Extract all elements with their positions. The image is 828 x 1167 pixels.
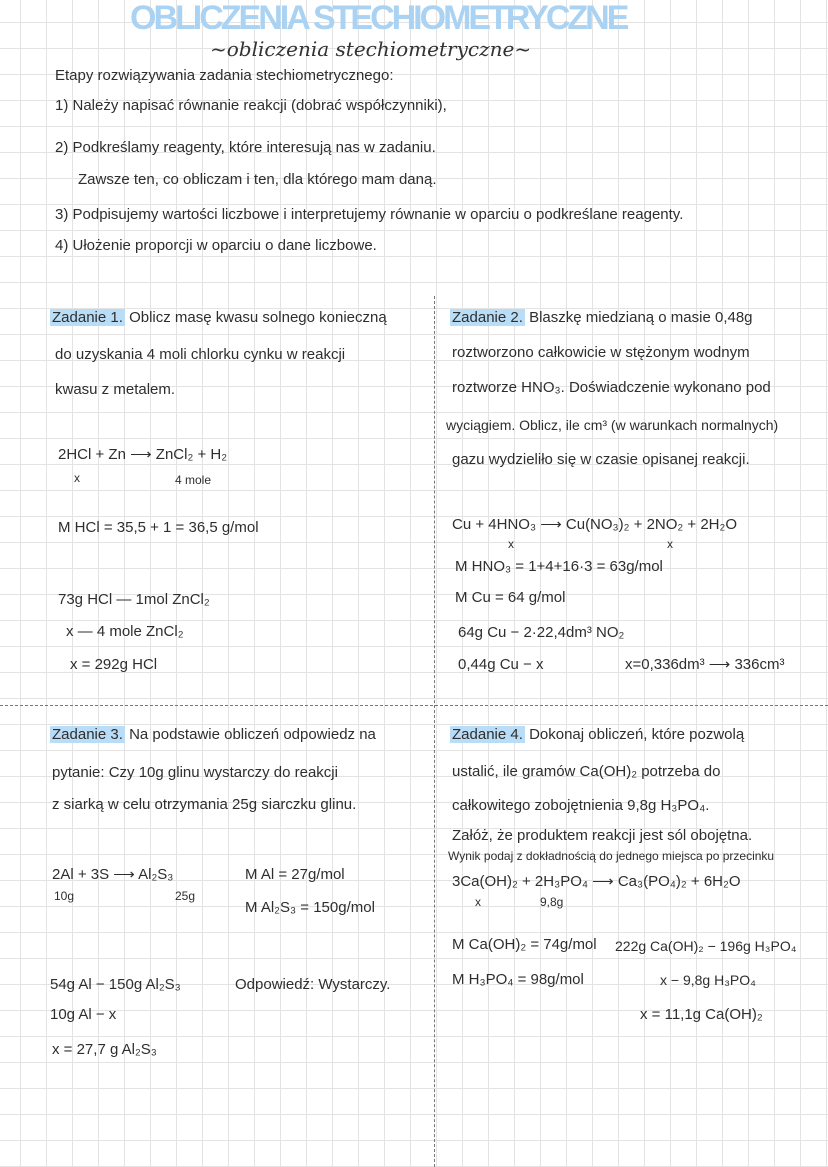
task-4-proportion: x − 9,8g H₃PO₄: [660, 972, 756, 988]
task-4-molar-mass: M Ca(OH)₂ = 74g/mol: [452, 936, 597, 953]
task-1-result: x = 292g HCl: [70, 656, 158, 673]
intro-step-1: 1) Należy napisać równanie reakcji (dobrać współczynniki),: [55, 97, 447, 114]
task-1-text: kwasu z metalem.: [55, 381, 176, 398]
task-2-molar-mass: M HNO₃ = 1+4+16·3 = 63g/mol: [455, 558, 663, 575]
task-2-result: x=0,336dm³ ⟶ 336cm³: [625, 656, 785, 673]
task-4-text: Dokonaj obliczeń, które pozwolą: [529, 726, 745, 743]
task-1-text: Oblicz masę kwasu solnego konieczną: [129, 309, 387, 326]
task-2-label: Zadanie 2.: [452, 309, 523, 326]
task-2-text: roztworze HNO₃. Doświadczenie wykonano pod: [452, 379, 771, 396]
task-3-answer: Odpowiedź: Wystarczy.: [235, 976, 391, 993]
task-3-text: Na podstawie obliczeń odpowiedz na: [129, 726, 376, 743]
task-1-equation: 2HCl + Zn ⟶ ZnCl₂ + H₂: [58, 446, 228, 463]
title-script: ~obliczenia stechiometryczne~: [210, 37, 532, 61]
task-4-equation: 3Ca(OH)₂ + 2H₃PO₄ ⟶ Ca₃(PO₄)₂ + 6H₂O: [452, 873, 741, 890]
task-3-molar-mass: M Al₂S₃ = 150g/mol: [245, 899, 375, 916]
task-3-proportion: 10g Al − x: [50, 1006, 117, 1023]
task-3-label: Zadanie 3.: [52, 726, 123, 743]
task-4-proportion: 222g Ca(OH)₂ − 196g H₃PO₄: [615, 938, 797, 954]
task-1-label: Zadanie 1.: [52, 309, 123, 326]
task-1-molar-mass: M HCl = 35,5 + 1 = 36,5 g/mol: [58, 519, 259, 536]
task-4-text: całkowitego zobojętnienia 9,8g H₃PO₄.: [452, 797, 710, 814]
task-3-proportion: 54g Al − 150g Al₂S₃: [50, 976, 181, 993]
task-3-eq-under: 10g: [54, 889, 75, 903]
task-3-result: x = 27,7 g Al₂S₃: [52, 1041, 157, 1058]
task-4-note: Wynik podaj z dokładnością do jednego miejsca po przecinku: [448, 849, 775, 863]
task-3-equation: 2Al + 3S ⟶ Al₂S₃: [52, 866, 174, 883]
task-1-eq-under: x: [74, 471, 80, 485]
task-3-text: pytanie: Czy 10g glinu wystarczy do reakcji: [52, 764, 338, 781]
vertical-divider: [434, 296, 435, 1167]
task-2-text: Blaszkę miedzianą o masie 0,48g: [529, 309, 753, 326]
task-4-molar-mass: M H₃PO₄ = 98g/mol: [452, 971, 584, 988]
intro-step-2-note: Zawsze ten, co obliczam i ten, dla którego mam daną.: [78, 171, 437, 188]
task-2-proportion: 64g Cu − 2·22,4dm³ NO₂: [458, 624, 625, 641]
task-4-eq-under: 9,8g: [540, 895, 564, 909]
intro-step-2: 2) Podkreślamy reagenty, które interesują nas w zadaniu.: [55, 139, 436, 156]
task-2-equation: Cu + 4HNO₃ ⟶ Cu(NO₃)₂ + 2NO₂ + 2H₂O: [452, 516, 738, 533]
task-4-result: x = 11,1g Ca(OH)₂: [640, 1006, 763, 1023]
task-2-molar-mass: M Cu = 64 g/mol: [455, 589, 566, 606]
task-1-text: do uzyskania 4 moli chlorku cynku w reakcji: [55, 346, 346, 363]
task-4-text: Załóż, że produktem reakcji jest sól obojętna.: [452, 827, 753, 844]
intro-heading: Etapy rozwiązywania zadania stechiometrycznego:: [55, 67, 394, 84]
task-2-proportion: 0,44g Cu − x: [458, 656, 544, 673]
title-block-letters: OBLICZENIA STECHIOMETRYCZNE: [130, 0, 627, 37]
task-4-label: Zadanie 4.: [452, 726, 523, 743]
task-1-proportion: x — 4 mole ZnCl₂: [66, 623, 184, 640]
horizontal-divider: [0, 705, 828, 706]
task-2-eq-under: x: [508, 537, 514, 551]
task-2-text: wyciągiem. Oblicz, ile cm³ (w warunkach normalnych): [446, 417, 779, 433]
task-3-text: z siarką w celu otrzymania 25g siarczku glinu.: [52, 796, 357, 813]
task-4-text: ustalić, ile gramów Ca(OH)₂ potrzeba do: [452, 763, 721, 780]
intro-step-3: 3) Podpisujemy wartości liczbowe i interpretujemy równanie w oparciu o podkreślane reagenty.: [55, 206, 684, 223]
task-1-eq-under: 4 mole: [175, 473, 212, 487]
task-1-proportion: 73g HCl — 1mol ZnCl₂: [58, 591, 210, 608]
task-3-molar-mass: M Al = 27g/mol: [245, 866, 345, 883]
task-3-eq-under: 25g: [175, 889, 196, 903]
intro-step-4: 4) Ułożenie proporcji w oparciu o dane liczbowe.: [55, 237, 377, 254]
task-2-text: gazu wydzieliło się w czasie opisanej reakcji.: [452, 451, 750, 468]
task-2-eq-under: x: [667, 537, 673, 551]
task-2-text: roztworzono całkowicie w stężonym wodnym: [452, 344, 750, 361]
task-4-eq-under: x: [475, 895, 481, 909]
